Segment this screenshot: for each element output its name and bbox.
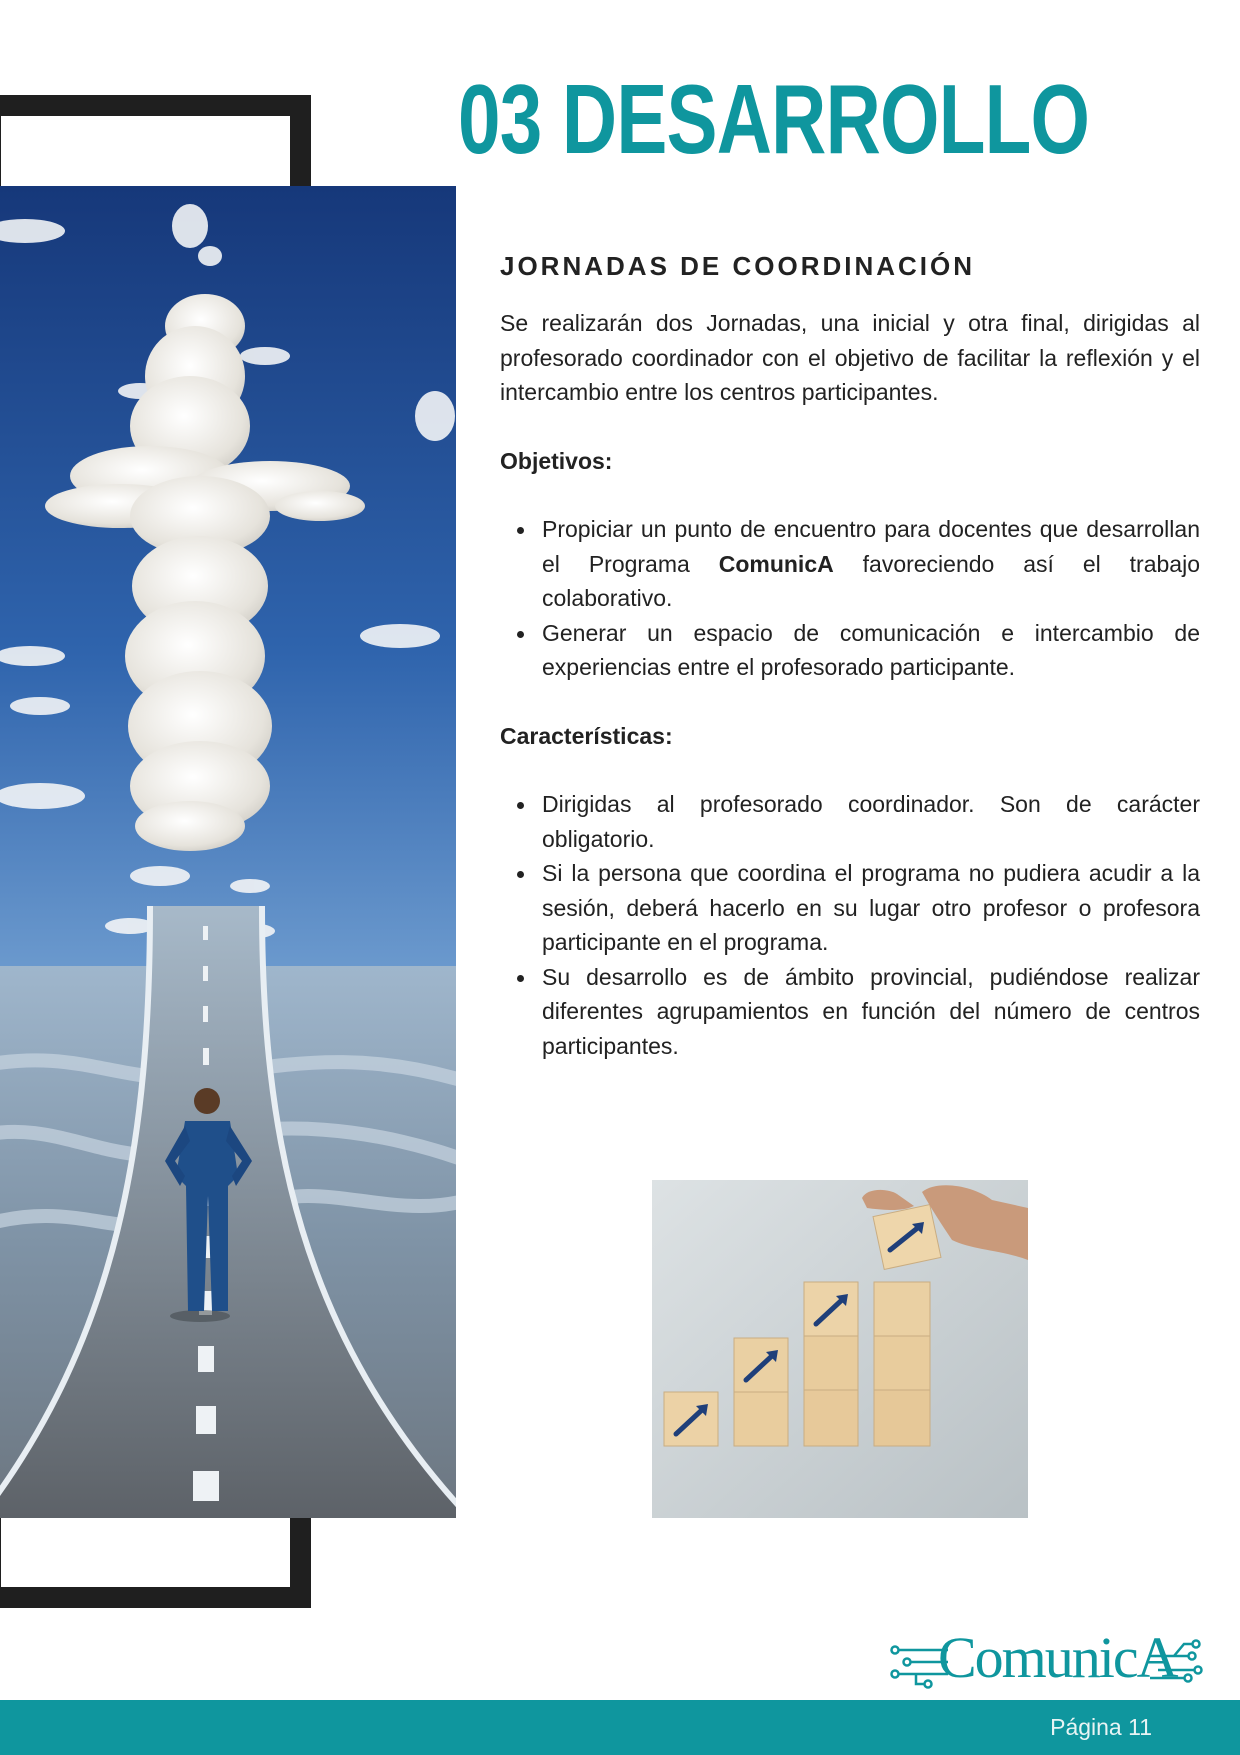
objectives-heading: Objetivos:: [500, 447, 613, 474]
program-name: ComunicA: [718, 550, 834, 577]
growth-blocks-image: [652, 1180, 1028, 1518]
list-item: Generar un espacio de comunicación e intercambio de experiencias entre el profesorado participante.: [542, 616, 1200, 685]
characteristics-heading: Características:: [500, 722, 673, 749]
hero-image: [0, 186, 456, 1518]
list-item: Si la persona que coordina el programa no pudiera acudir a la sesión, deberá hacerlo en su lugar otro profesor o profesora participante en el programa.: [542, 856, 1200, 960]
footer-bar: [0, 1700, 1240, 1755]
list-item: Propiciar un punto de encuentro para docentes que desarrollan el Programa ComunicA favoreciendo así el trabajo colaborativo.: [542, 512, 1200, 616]
comunica-logo: [888, 1626, 1218, 1694]
logo-text: ComunicA: [938, 1625, 1177, 1690]
road-to-cloud-arrow-illustration: [0, 186, 456, 1518]
page-title: 03 DESARROLLO: [458, 64, 1090, 174]
list-item: Su desarrollo es de ámbito provincial, pudiéndose realizar diferentes agrupamientos en función del número de centros participantes.: [542, 960, 1200, 1064]
characteristics-list: [500, 787, 1200, 1063]
objectives-list: [500, 512, 1200, 685]
main-content: [500, 250, 1200, 1063]
page-number: Página 11: [1050, 1714, 1152, 1740]
section-title: JORNADAS DE COORDINACIÓN: [500, 251, 976, 281]
intro-paragraph: Se realizarán dos Jornadas, una inicial y otra final, dirigidas al profesorado coordinador con el objetivo de facilitar la reflexión y el intercambio entre los centros participantes.: [500, 310, 1200, 405]
list-item: Dirigidas al profesorado coordinador. Son de carácter obligatorio.: [542, 787, 1200, 856]
